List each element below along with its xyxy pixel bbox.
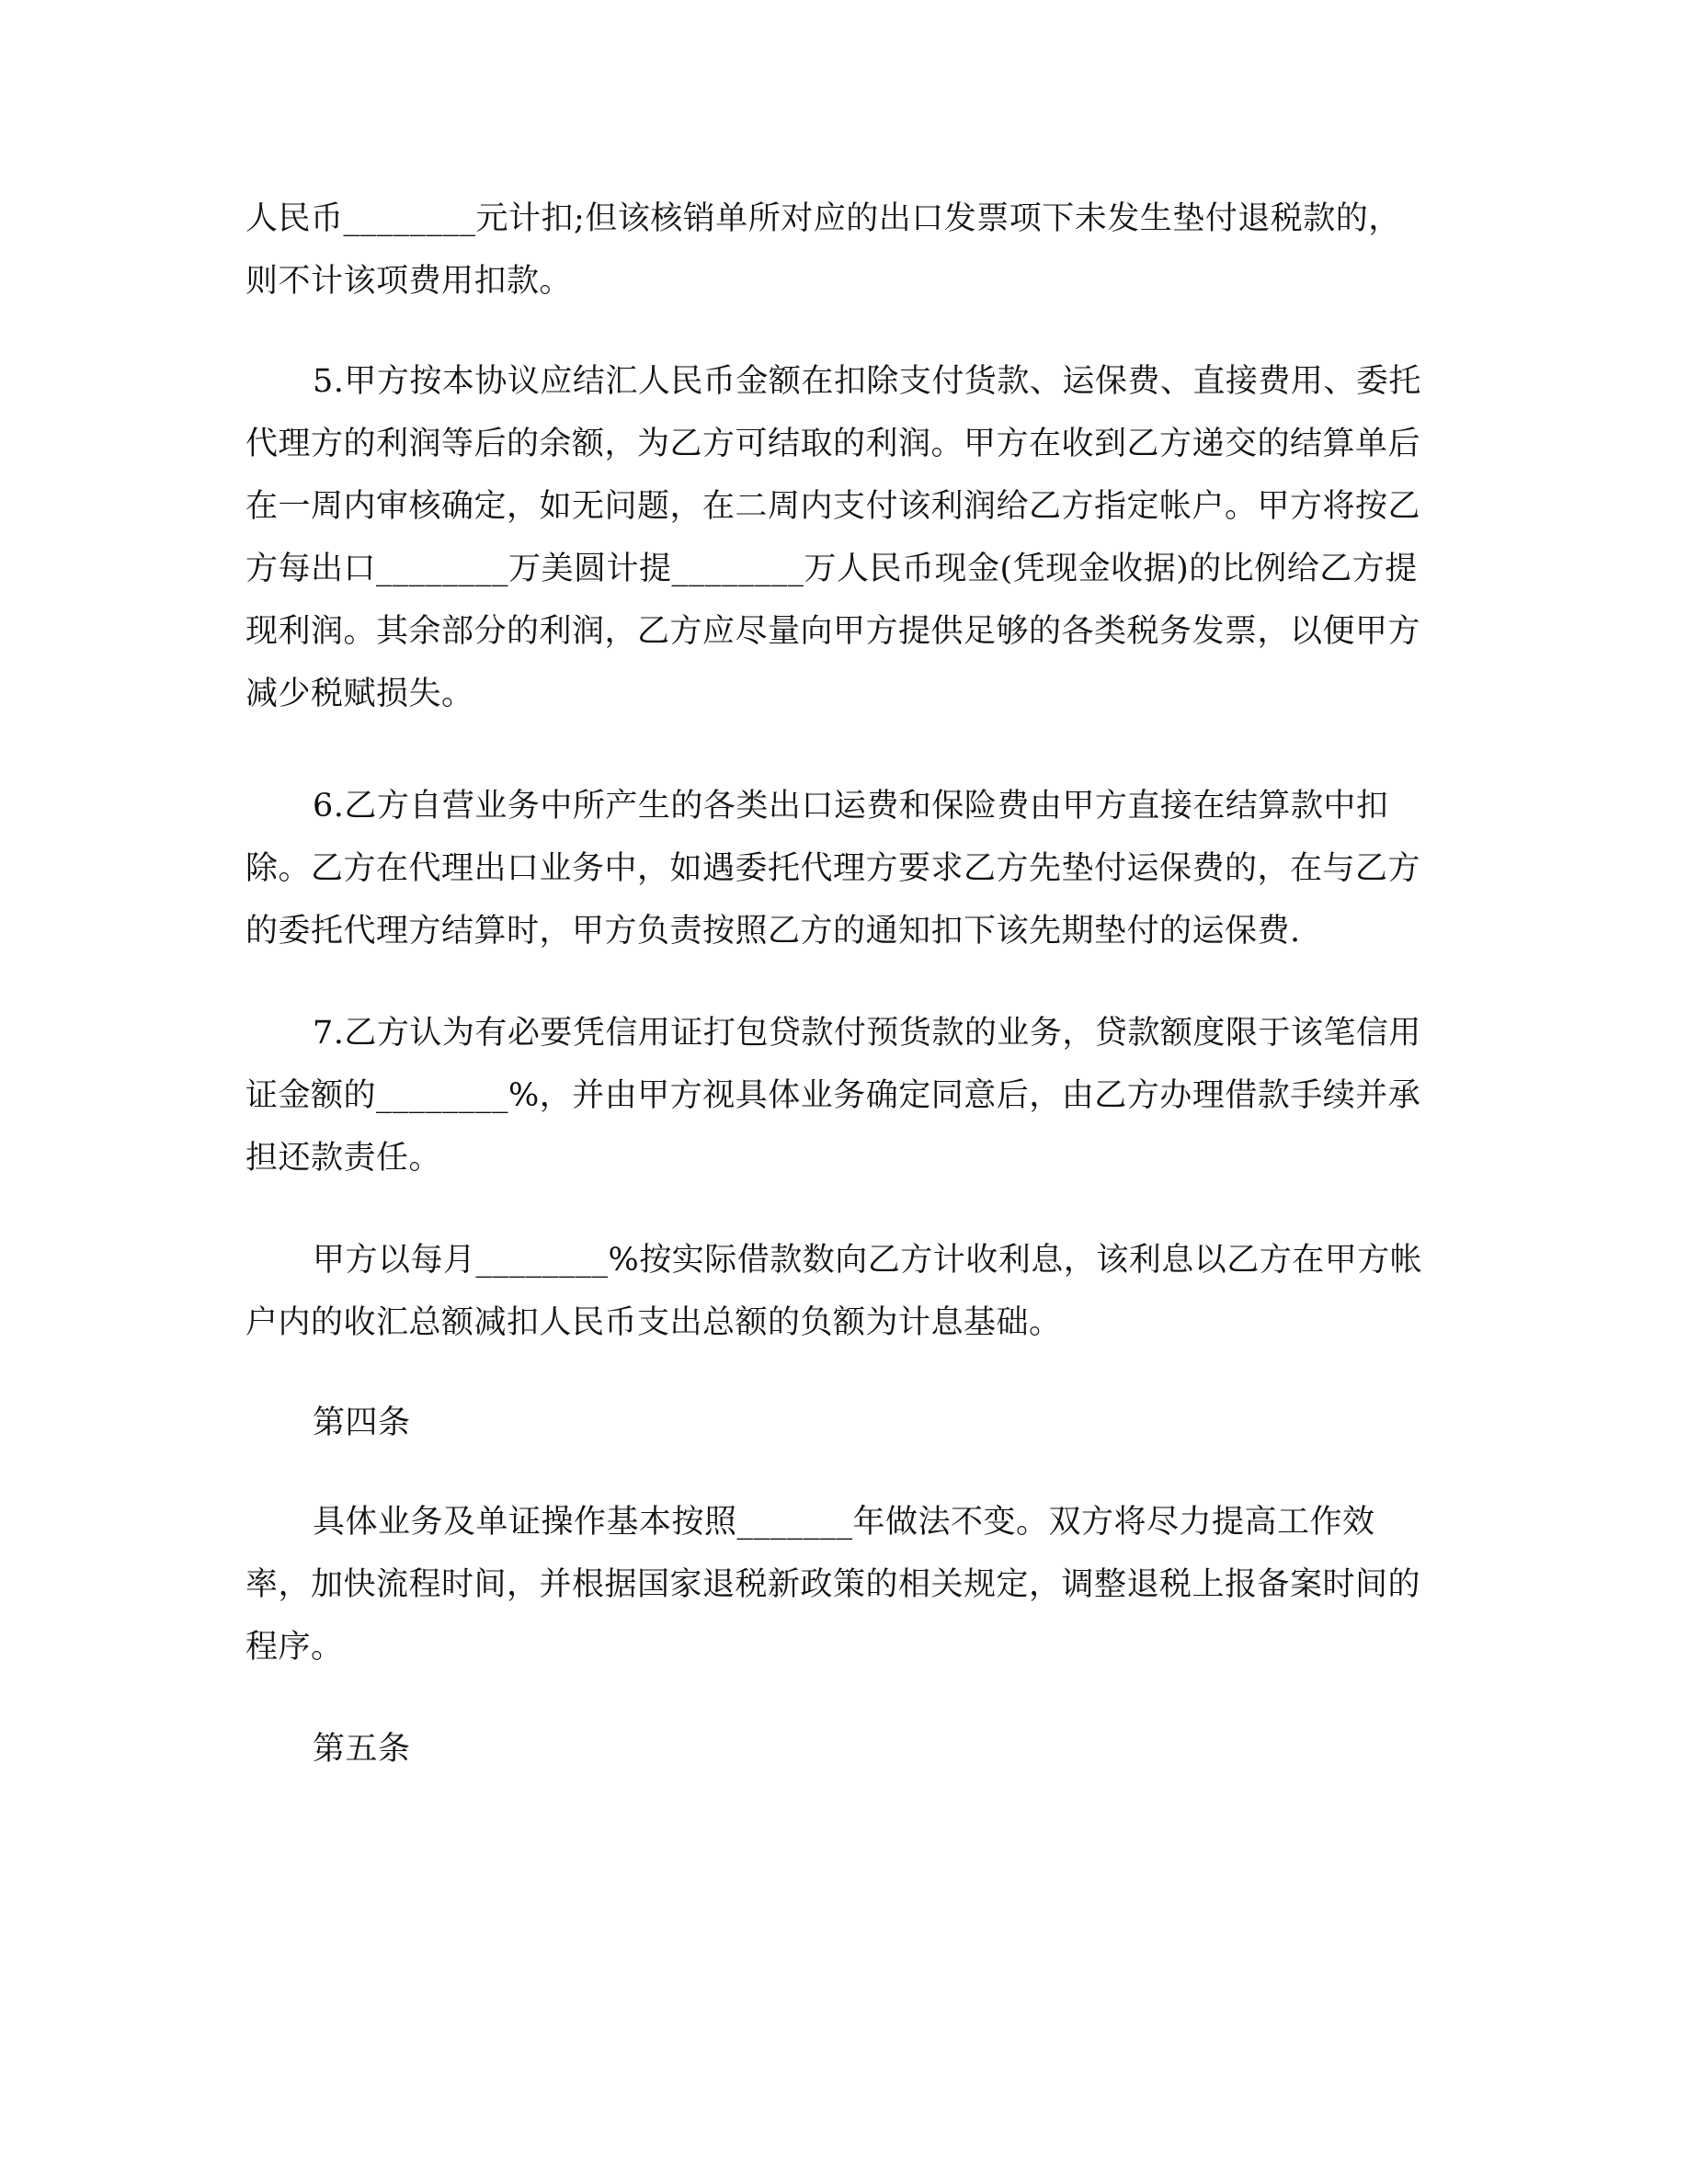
paragraph-interest (245, 1229, 1441, 1354)
text-line: 第五条 (313, 1731, 411, 1768)
text-line: 除。乙方在代理出口业务中，如遇委托代理方要求乙方先垫付运保费的，在与乙方 (245, 850, 1421, 887)
text-line: 第四条 (313, 1405, 411, 1441)
paragraph-clause-7 (245, 1002, 1441, 1189)
article-4-heading (245, 1392, 1441, 1454)
text-line: 6.乙方自营业务中所产生的各类出口运费和保险费由甲方直接在结算款中扣 (313, 788, 1389, 825)
text-line: 人民币________元计扣;但该核销单所对应的出口发票项下未发生垫付退税款的， (245, 200, 1401, 237)
text-line: 代理方的利润等后的余额，为乙方可结取的利润。甲方在收到乙方递交的结算单后 (245, 426, 1421, 462)
text-line: 户内的收汇总额减扣人民币支出总额的负额为计息基础。 (245, 1304, 1062, 1341)
text-line: 减少税赋损失。 (245, 676, 474, 712)
text-line: 7.乙方认为有必要凭信用证打包贷款付预货款的业务，贷款额度限于该笔信用 (313, 1015, 1421, 1052)
paragraph-rmb-deduction (245, 188, 1441, 313)
text-line: 证金额的________%，并由甲方视具体业务确定同意后，由乙方办理借款手续并承 (245, 1077, 1421, 1114)
article-5-heading (245, 1718, 1441, 1780)
text-line: 率，加快流程时间，并根据国家退税新政策的相关规定，调整退税上报备案时间的 (245, 1566, 1421, 1603)
text-line: 甲方以每月________%按实际借款数向乙方计收利息，该利息以乙方在甲方帐 (313, 1242, 1423, 1279)
text-line: 现利润。其余部分的利润，乙方应尽量向甲方提供足够的各类税务发票，以便甲方 (245, 613, 1421, 650)
text-line: 担还款责任。 (245, 1140, 442, 1177)
text-line: 在一周内审核确定，如无问题，在二周内支付该利润给乙方指定帐户。甲方将按乙 (245, 488, 1421, 525)
text-line: 的委托代理方结算时，甲方负责按照乙方的通知扣下该先期垫付的运保费. (245, 913, 1301, 950)
text-line: 具体业务及单证操作基本按照_______年做法不变。双方将尽力提高工作效 (313, 1504, 1375, 1541)
text-line: 5.甲方按本协议应结汇人民币金额在扣除支付货款、运保费、直接费用、委托 (313, 363, 1421, 400)
text-line: 则不计该项费用扣款。 (245, 263, 573, 300)
paragraph-clause-6 (245, 775, 1441, 962)
paragraph-clause-5 (245, 350, 1441, 725)
text-line: 方每出口________万美圆计提________万人民币现金(凭现金收据)的比例给乙方提 (245, 551, 1418, 587)
paragraph-article-4 (245, 1491, 1441, 1678)
text-line: 程序。 (245, 1629, 344, 1666)
